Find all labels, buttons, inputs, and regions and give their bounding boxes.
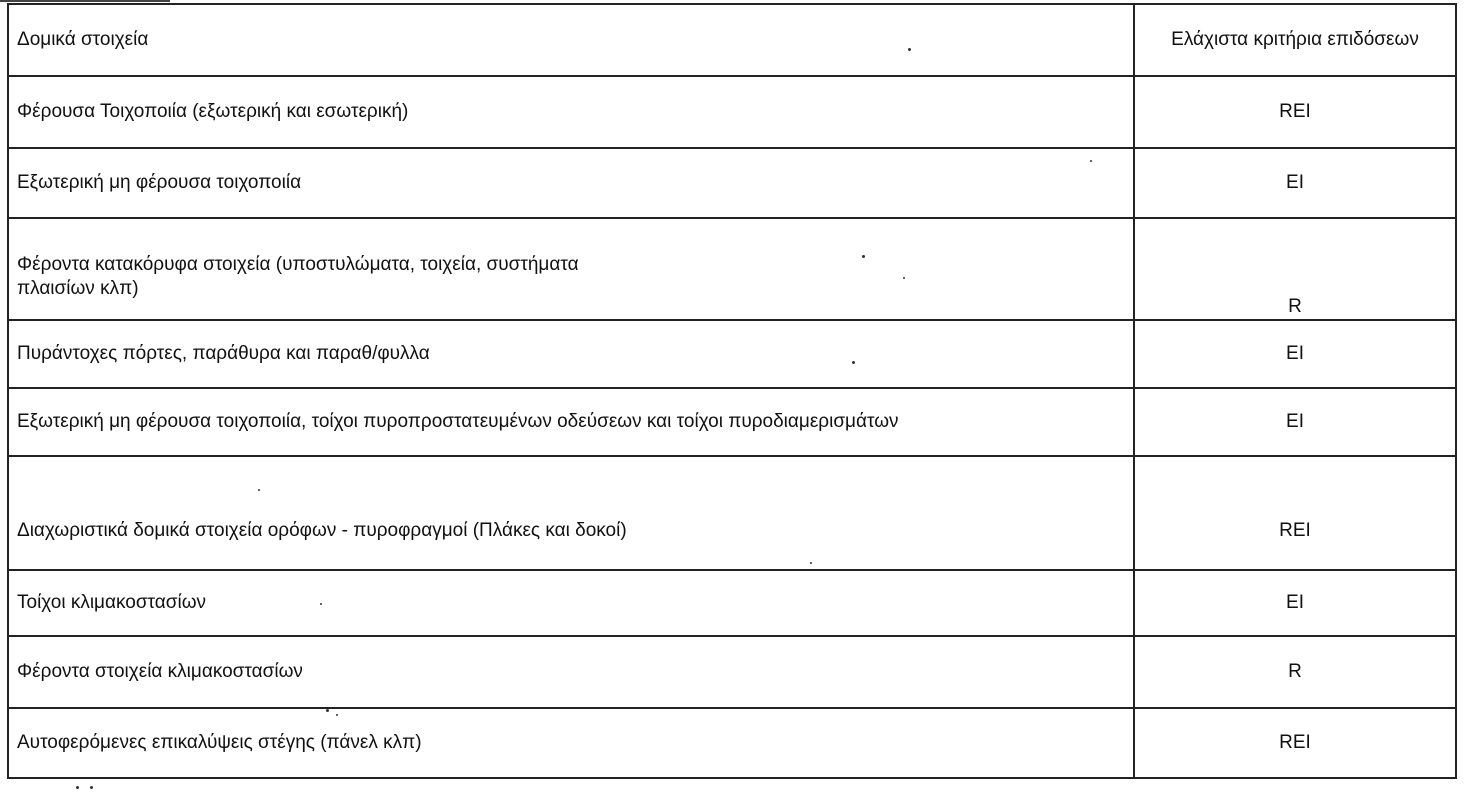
scan-speck (336, 714, 338, 716)
header-element: Δομικά στοιχεία (8, 4, 1134, 76)
row-element: Διαχωριστικά δομικά στοιχεία ορόφων - πυροφραγμοί (Πλάκες και δοκοί) (8, 456, 1134, 570)
scan-speck (862, 255, 865, 258)
row-element-line-2: πλαισίων κλπ) (17, 278, 139, 299)
scan-speck (810, 562, 812, 564)
row-element: Φέροντα στοιχεία κλιμακοστασίων (8, 636, 1134, 708)
row-element: Φέρουσα Τοιχοποιία (εξωτερική και εσωτερική) (8, 76, 1134, 148)
scan-speck (90, 786, 93, 789)
row-element (8, 218, 1134, 320)
scan-speck (908, 48, 911, 51)
header-criteria: Ελάχιστα κριτήρια επιδόσεων (1134, 4, 1456, 76)
table-row (8, 76, 1456, 148)
fire-resistance-table (7, 3, 1457, 779)
row-element: Αυτοφερόμενες επικαλύψεις στέγης (πάνελ κλπ) (8, 708, 1134, 778)
scan-speck (1090, 160, 1092, 162)
row-criteria: EI (1134, 570, 1456, 636)
table-row (8, 218, 1456, 320)
scan-speck (903, 277, 905, 279)
table-row (8, 148, 1456, 218)
row-element: Εξωτερική μη φέρουσα τοιχοποιία, τοίχοι πυροπροστατευμένων οδεύσεων και τοίχοι πυροδιαμερισμάτων (8, 388, 1134, 456)
scan-speck (326, 709, 329, 712)
table-row (8, 456, 1456, 570)
row-criteria: EI (1134, 388, 1456, 456)
table-row (8, 388, 1456, 456)
row-element: Εξωτερική μη φέρουσα τοιχοποιία (8, 148, 1134, 218)
row-criteria: EI (1134, 148, 1456, 218)
table-row (8, 570, 1456, 636)
row-criteria: REI (1134, 76, 1456, 148)
scan-speck (852, 361, 855, 364)
scan-speck (320, 603, 322, 605)
row-criteria: R (1134, 218, 1456, 320)
table-row (8, 708, 1456, 778)
row-criteria: REI (1134, 456, 1456, 570)
row-element: Τοίχοι κλιμακοστασίων (8, 570, 1134, 636)
table-header-row (8, 4, 1456, 76)
row-criteria: EI (1134, 320, 1456, 388)
row-criteria: R (1134, 636, 1456, 708)
scan-top-edge (0, 0, 170, 2)
scan-speck (258, 489, 260, 491)
row-element: Πυράντοχες πόρτες, παράθυρα και παραθ/φυλλα (8, 320, 1134, 388)
table-row (8, 320, 1456, 388)
row-criteria: REI (1134, 708, 1456, 778)
scan-speck (76, 786, 79, 789)
row-element-line-1: Φέροντα κατακόρυφα στοιχεία (υποστυλώματα, τοιχεία, συστήματα (17, 254, 579, 275)
table-row (8, 636, 1456, 708)
